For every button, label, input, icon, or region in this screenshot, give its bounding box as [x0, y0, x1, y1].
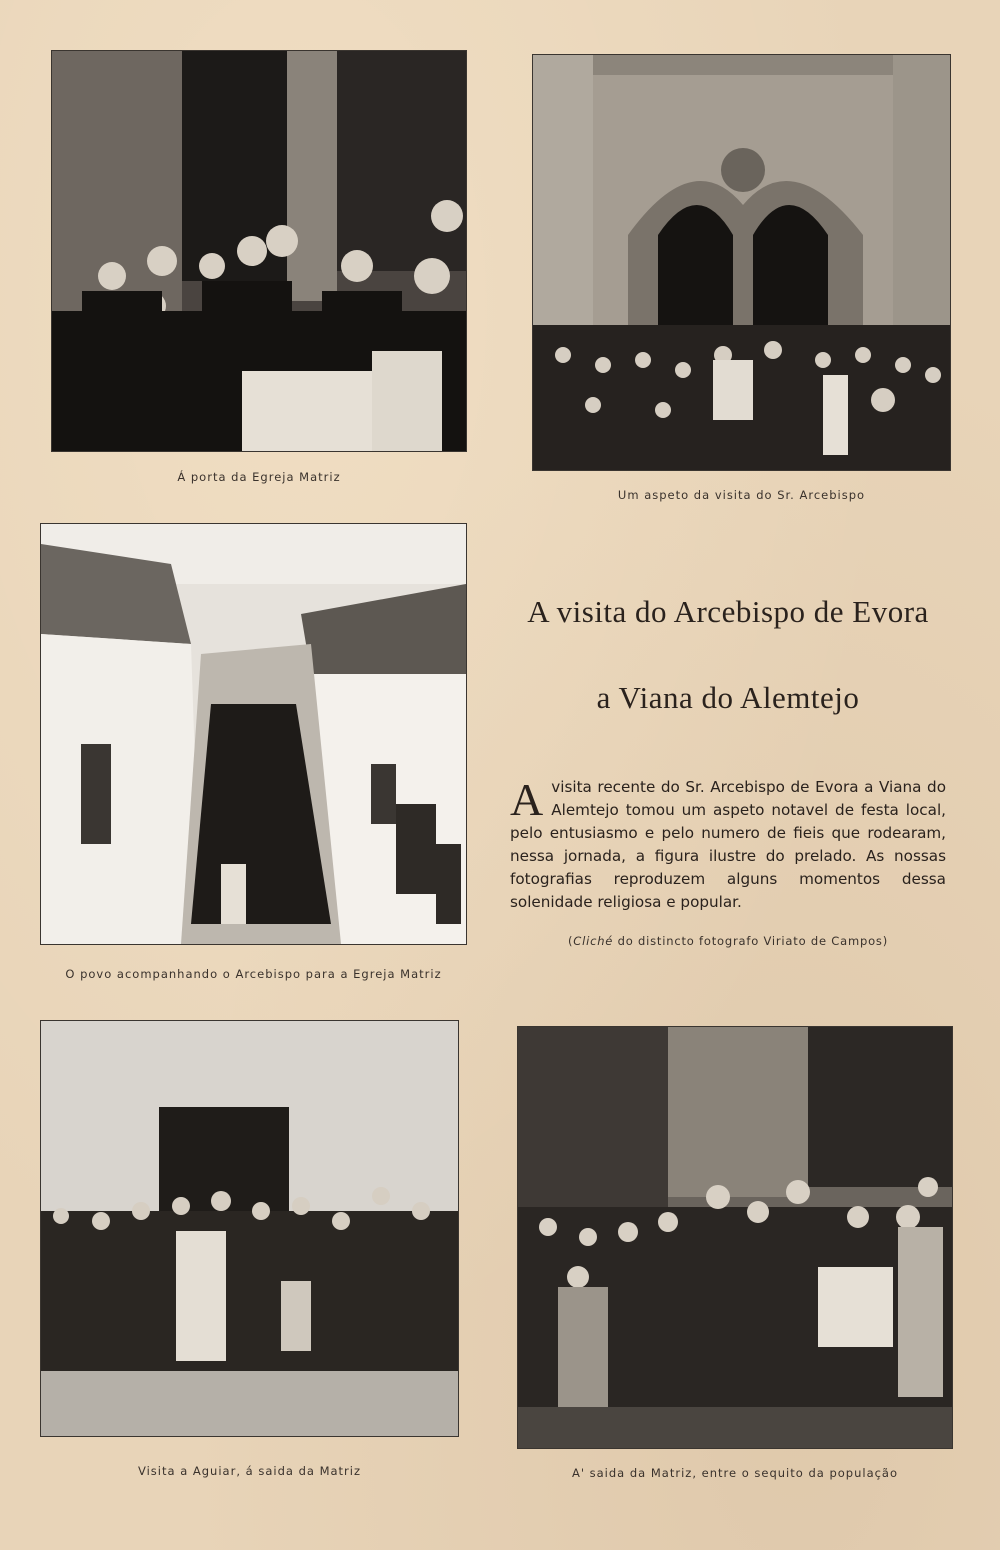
photo-2-caption: Um aspeto da visita do Sr. Arcebispo [617, 488, 866, 502]
photo-leaving-church-crowd [518, 1027, 952, 1448]
photo-aguiar-visit [41, 1021, 458, 1436]
photo-archbishop-at-church-door [52, 51, 466, 451]
photo-4-caption: Visita a Aguiar, á saida da Matriz [137, 1464, 362, 1478]
photo-3-caption: O povo acompanhando o Arcebispo para a Egreja Matriz [65, 967, 442, 981]
article-title-line-2: a Viana do Alemtejo [596, 680, 860, 715]
article-title-line-1: A visita do Arcebispo de Evora [527, 594, 929, 629]
credit-open: ( [567, 934, 574, 948]
credit-italic: Cliché [573, 934, 614, 948]
article-body [510, 776, 946, 914]
photo-credit [510, 934, 946, 948]
article-body-text: visita recente do Sr. Arcebispo de Evora a Viana do Alemtejo tomou um aspeto notavel de festa local, pelo entusiasmo e pelo numero de fieis que rodearam, nessa jornada, a figura ilustre do prelado. As nossas fotografias reproduzem alguns momentos dessa solenidade religiosa e popular. [510, 778, 946, 911]
photo-procession-street [41, 524, 466, 944]
credit-rest: do distincto fotografo Viriato de Campos) [613, 934, 888, 948]
photo-church-portal-crowd [533, 55, 950, 470]
drop-cap: A [510, 774, 544, 825]
photo-5-caption: A' saida da Matriz, entre o sequito da população [571, 1466, 899, 1480]
photo-1-caption: Á porta da Egreja Matriz [177, 470, 341, 484]
